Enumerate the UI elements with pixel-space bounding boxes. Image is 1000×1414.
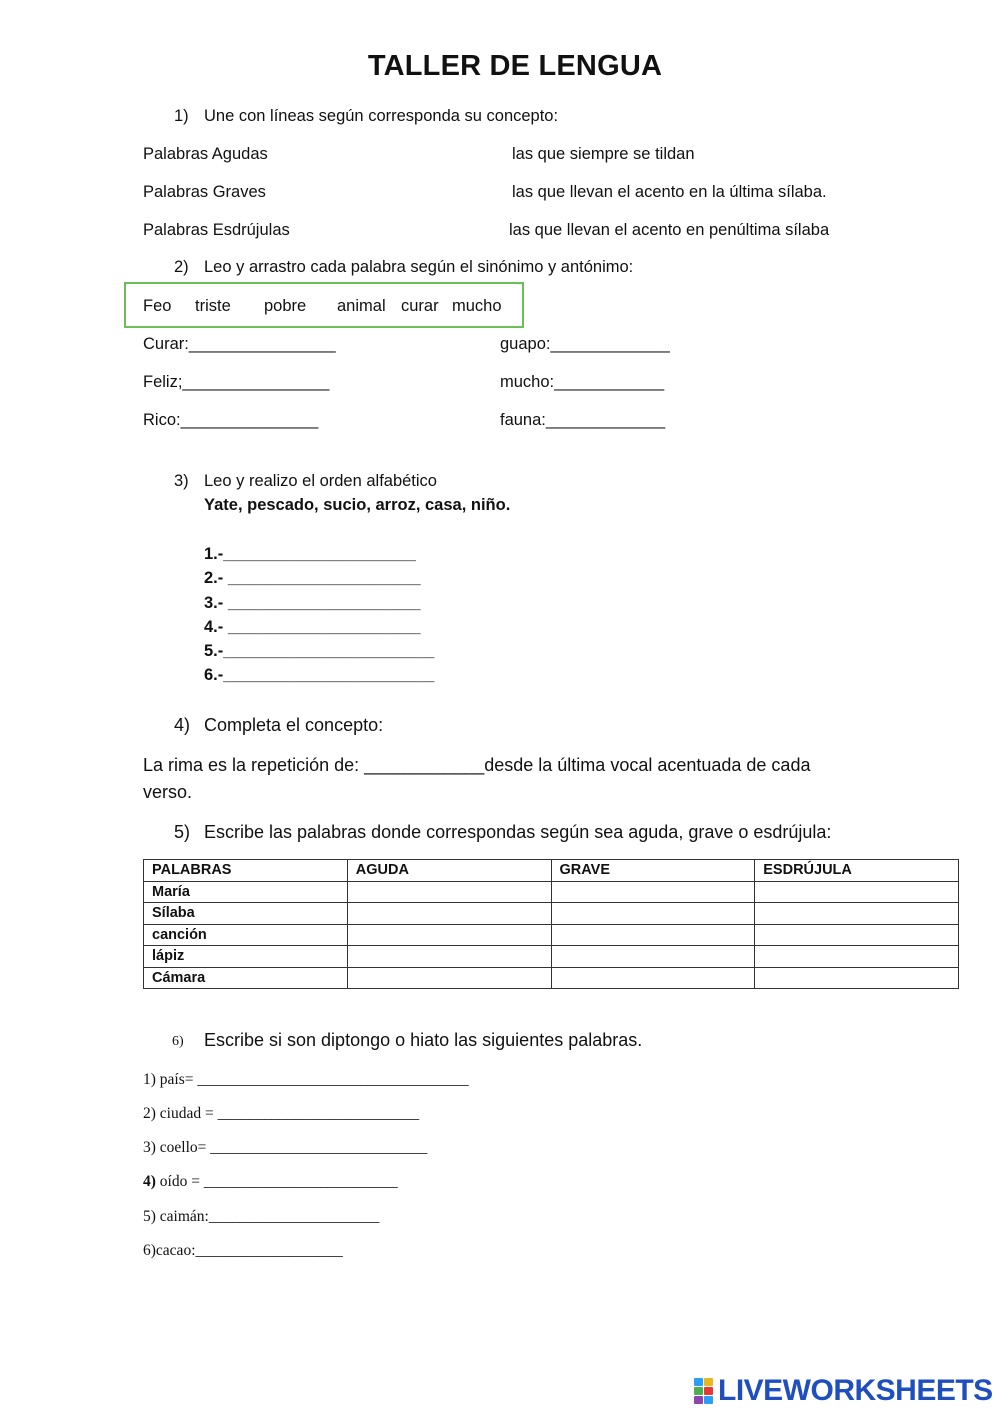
q6-item-number: 2): [143, 1105, 156, 1122]
drop-field[interactable]: Curar:________________: [143, 335, 336, 353]
answer-cell[interactable]: [347, 881, 551, 903]
q6-item-field[interactable]: país= ___________________________________: [155, 1071, 469, 1088]
q1-right-item[interactable]: las que siempre se tildan: [512, 145, 695, 163]
table-header: AGUDA: [347, 860, 551, 882]
drop-field[interactable]: fauna:_____________: [500, 411, 666, 429]
q6-item[interactable]: [143, 1242, 343, 1260]
q6-item-number: 6): [143, 1242, 156, 1259]
table-header: ESDRÚJULA: [755, 860, 959, 882]
q6-item[interactable]: [143, 1139, 427, 1157]
table-word-cell: lápiz: [144, 946, 348, 968]
answer-cell[interactable]: [551, 946, 755, 968]
answer-cell[interactable]: [347, 967, 551, 989]
q6-item[interactable]: [143, 1105, 419, 1123]
logo-mark-tile: [704, 1396, 713, 1404]
draggable-word[interactable]: animal: [337, 297, 386, 315]
answer-cell[interactable]: [755, 903, 959, 925]
answer-cell[interactable]: [551, 881, 755, 903]
q6-item-field[interactable]: coello= ____________________________: [155, 1139, 428, 1156]
answer-cell[interactable]: [755, 881, 959, 903]
q5-number: 5): [174, 822, 191, 842]
q2-instruction: Leo y arrastro cada palabra según el sinónimo y antónimo:: [204, 258, 634, 276]
table-row: [144, 881, 959, 903]
answer-cell[interactable]: [551, 924, 755, 946]
table-row: [144, 946, 959, 968]
q6-item[interactable]: [143, 1173, 398, 1191]
answer-cell[interactable]: [347, 903, 551, 925]
draggable-word[interactable]: mucho: [452, 297, 502, 315]
order-answer-field[interactable]: 2.- _____________________: [204, 569, 421, 587]
draggable-word[interactable]: Feo: [143, 297, 172, 315]
q1-left-item[interactable]: Palabras Graves: [143, 183, 266, 201]
brand-name: LIVEWORKSHEETS: [718, 1374, 993, 1407]
q3-number: 3): [174, 472, 189, 490]
table-row: [144, 924, 959, 946]
draggable-word[interactable]: triste: [195, 297, 231, 315]
q2-number: 2): [174, 258, 189, 276]
q6-instruction: Escribe si son diptongo o hiato las siguientes palabras.: [204, 1030, 643, 1050]
order-answer-field[interactable]: 5.-_______________________: [204, 642, 435, 660]
logo-mark-tile: [704, 1378, 713, 1386]
logo-mark-tile: [694, 1396, 703, 1404]
logo-mark-tile: [694, 1378, 703, 1386]
table-word-cell: María: [144, 881, 348, 903]
q4-concept-line[interactable]: La rima es la repetición de: ____________desde la última vocal acentuada de cada: [143, 755, 811, 775]
logo-mark-tile: [694, 1387, 703, 1395]
page-title: TALLER DE LENGUA: [367, 50, 663, 82]
q1-right-item[interactable]: las que llevan el acento en penúltima sílaba: [509, 221, 830, 239]
q1-right-item[interactable]: las que llevan el acento en la última sílaba.: [512, 183, 827, 201]
drop-field[interactable]: Feliz;________________: [143, 373, 330, 391]
q1-left-item[interactable]: Palabras Agudas: [143, 145, 268, 163]
q4-concept-line-end: verso.: [143, 782, 193, 802]
q6-item[interactable]: [143, 1071, 469, 1089]
answer-cell[interactable]: [551, 903, 755, 925]
drop-field[interactable]: guapo:_____________: [500, 335, 670, 353]
answer-cell[interactable]: [347, 924, 551, 946]
table-header: PALABRAS: [144, 860, 348, 882]
table-header: GRAVE: [551, 860, 755, 882]
q4-number: 4): [174, 715, 191, 735]
classification-table: [143, 859, 959, 989]
answer-cell[interactable]: [755, 946, 959, 968]
order-answer-field[interactable]: 1.-_____________________: [204, 545, 416, 563]
table-word-cell: Sílaba: [144, 903, 348, 925]
table-word-cell: canción: [144, 924, 348, 946]
table-row: [144, 967, 959, 989]
order-answer-field[interactable]: 3.- _____________________: [204, 594, 421, 612]
drop-field[interactable]: mucho:____________: [500, 373, 665, 391]
q6-item[interactable]: [143, 1208, 379, 1226]
q6-item-number: 4): [143, 1173, 156, 1190]
q6-item-number: 1): [143, 1071, 156, 1088]
q6-item-field[interactable]: ciudad = __________________________: [155, 1105, 420, 1122]
q6-item-field[interactable]: cacao:___________________: [155, 1242, 343, 1259]
q1-number: 1): [174, 107, 189, 125]
q1-left-item[interactable]: Palabras Esdrújulas: [143, 221, 290, 239]
answer-cell[interactable]: [347, 946, 551, 968]
q6-item-field[interactable]: caimán:______________________: [155, 1208, 380, 1225]
table-word-cell: Cámara: [144, 967, 348, 989]
answer-cell[interactable]: [755, 967, 959, 989]
draggable-word[interactable]: curar: [401, 297, 439, 315]
order-answer-field[interactable]: 4.- _____________________: [204, 618, 421, 636]
drop-field[interactable]: Rico:_______________: [143, 411, 319, 429]
q3-word-list: Yate, pescado, sucio, arroz, casa, niño.: [204, 496, 511, 514]
answer-cell[interactable]: [551, 967, 755, 989]
answer-cell[interactable]: [755, 924, 959, 946]
q4-instruction: Completa el concepto:: [204, 715, 384, 735]
q6-item-number: 3): [143, 1139, 156, 1156]
liveworksheets-mark-icon: [694, 1378, 714, 1404]
q1-instruction: Une con líneas según corresponda su concepto:: [204, 107, 559, 125]
q6-item-field[interactable]: oído = _________________________: [155, 1173, 398, 1190]
q6-number: 6): [172, 1034, 184, 1049]
order-answer-field[interactable]: 6.-_______________________: [204, 666, 435, 684]
draggable-word[interactable]: pobre: [264, 297, 307, 315]
logo-mark-tile: [704, 1387, 713, 1395]
table-header-row: [144, 860, 959, 882]
q5-instruction: Escribe las palabras donde correspondas según sea aguda, grave o esdrújula:: [204, 822, 832, 842]
table-row: [144, 903, 959, 925]
liveworksheets-logo[interactable]: [694, 1376, 993, 1406]
q3-instruction: Leo y realizo el orden alfabético: [204, 472, 437, 490]
q6-item-number: 5): [143, 1208, 156, 1225]
